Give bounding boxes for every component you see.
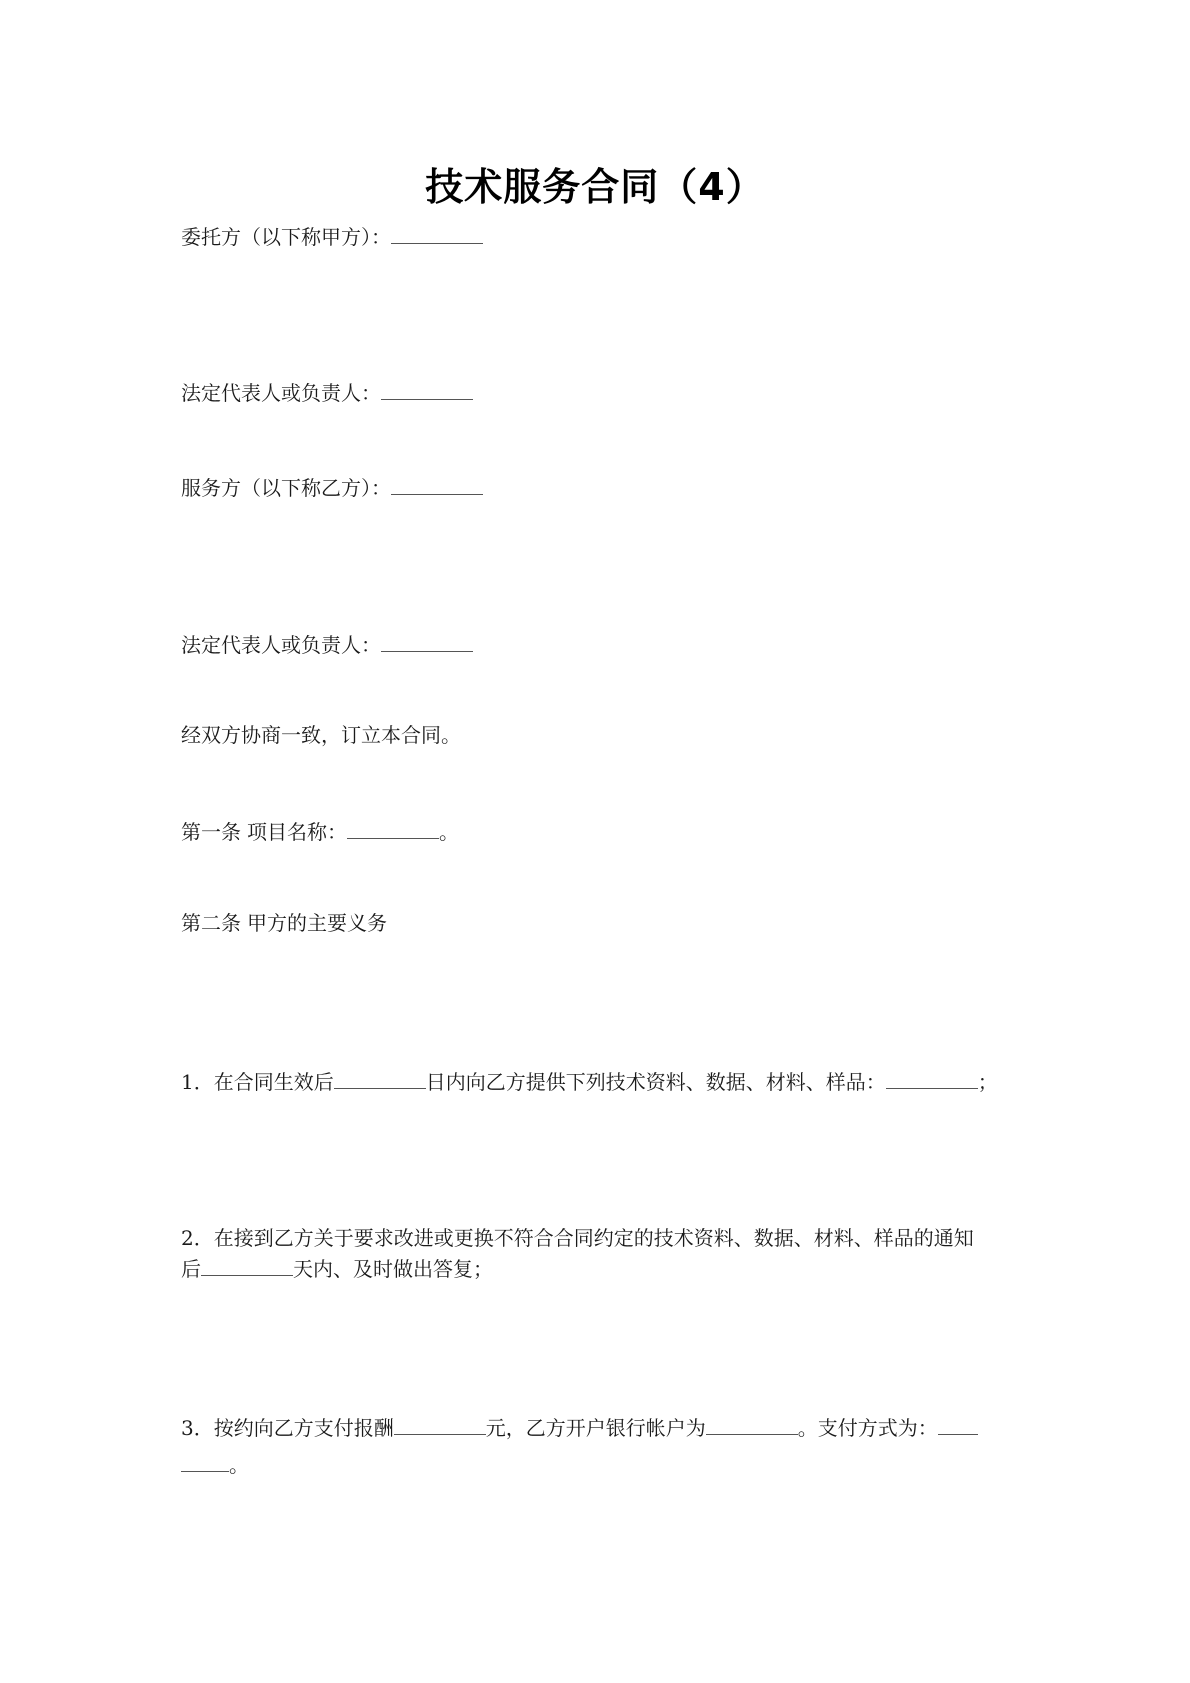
article1-line xyxy=(181,820,1021,844)
provider-rep-label: 法定代表人或负责人： xyxy=(181,633,381,657)
item-3-payment-blank-a[interactable] xyxy=(938,1416,978,1435)
provider-rep-line xyxy=(181,633,1021,657)
article1-suffix: 。 xyxy=(439,820,459,844)
client-rep-line xyxy=(181,381,1021,405)
provider-line xyxy=(181,476,1021,500)
item-1-materials-blank[interactable] xyxy=(886,1070,978,1089)
item-3-account-blank[interactable] xyxy=(706,1416,798,1435)
item-3-amount-blank[interactable] xyxy=(394,1416,486,1435)
client-line xyxy=(181,225,1021,249)
agreement-line: 经双方协商一致，订立本合同。 xyxy=(181,723,461,747)
project-name-blank[interactable] xyxy=(347,820,439,839)
article2-heading: 第二条 xyxy=(181,911,241,935)
item-2-text-a: 在接到乙方关于要求改进或更换不符合合同约定的技术资料、数据、材料、样品的通知 xyxy=(213,1226,974,1250)
item-3-cont xyxy=(181,1453,1021,1477)
client-rep-label: 法定代表人或负责人： xyxy=(181,381,381,405)
item-3-payment-blank-b[interactable] xyxy=(181,1453,229,1472)
item-3-end: 。 xyxy=(229,1453,249,1477)
item-2-cont xyxy=(181,1257,1021,1281)
item-1-number: 1． xyxy=(181,1070,214,1094)
item-3-text-c: 。支付方式为： xyxy=(797,1416,938,1440)
item-3-text-b: 元，乙方开户银行帐户为 xyxy=(485,1416,706,1440)
item-2-text-b: 后 xyxy=(181,1257,201,1281)
item-2-number: 2． xyxy=(181,1226,214,1250)
item-3-number: 3． xyxy=(181,1416,214,1440)
article2-line xyxy=(181,911,1021,935)
item-2-text-c: 天内、及时做出答复； xyxy=(293,1257,493,1281)
client-rep-blank[interactable] xyxy=(381,381,473,400)
provider-rep-blank[interactable] xyxy=(381,633,473,652)
item-2-days-blank[interactable] xyxy=(201,1257,293,1276)
client-blank[interactable] xyxy=(391,225,483,244)
item-3 xyxy=(181,1416,1021,1440)
item-1-text-b: 日内向乙方提供下列技术资料、数据、材料、样品： xyxy=(425,1070,886,1094)
article1-label: 项目名称： xyxy=(247,820,347,844)
item-2 xyxy=(181,1226,1021,1250)
item-1 xyxy=(181,1070,1021,1094)
item-1-days-blank[interactable] xyxy=(334,1070,426,1089)
provider-blank[interactable] xyxy=(391,476,483,495)
article1-heading: 第一条 xyxy=(181,820,241,844)
provider-label: 服务方（以下称乙方）： xyxy=(181,476,391,500)
item-3-text-a: 按约向乙方支付报酬 xyxy=(213,1416,394,1440)
client-label: 委托方（以下称甲方）： xyxy=(181,225,391,249)
item-1-end: ； xyxy=(977,1070,998,1094)
item-1-text-a: 在合同生效后 xyxy=(213,1070,334,1094)
document-title: 技术服务合同（4） xyxy=(425,165,765,209)
article2-label: 甲方的主要义务 xyxy=(247,911,387,935)
